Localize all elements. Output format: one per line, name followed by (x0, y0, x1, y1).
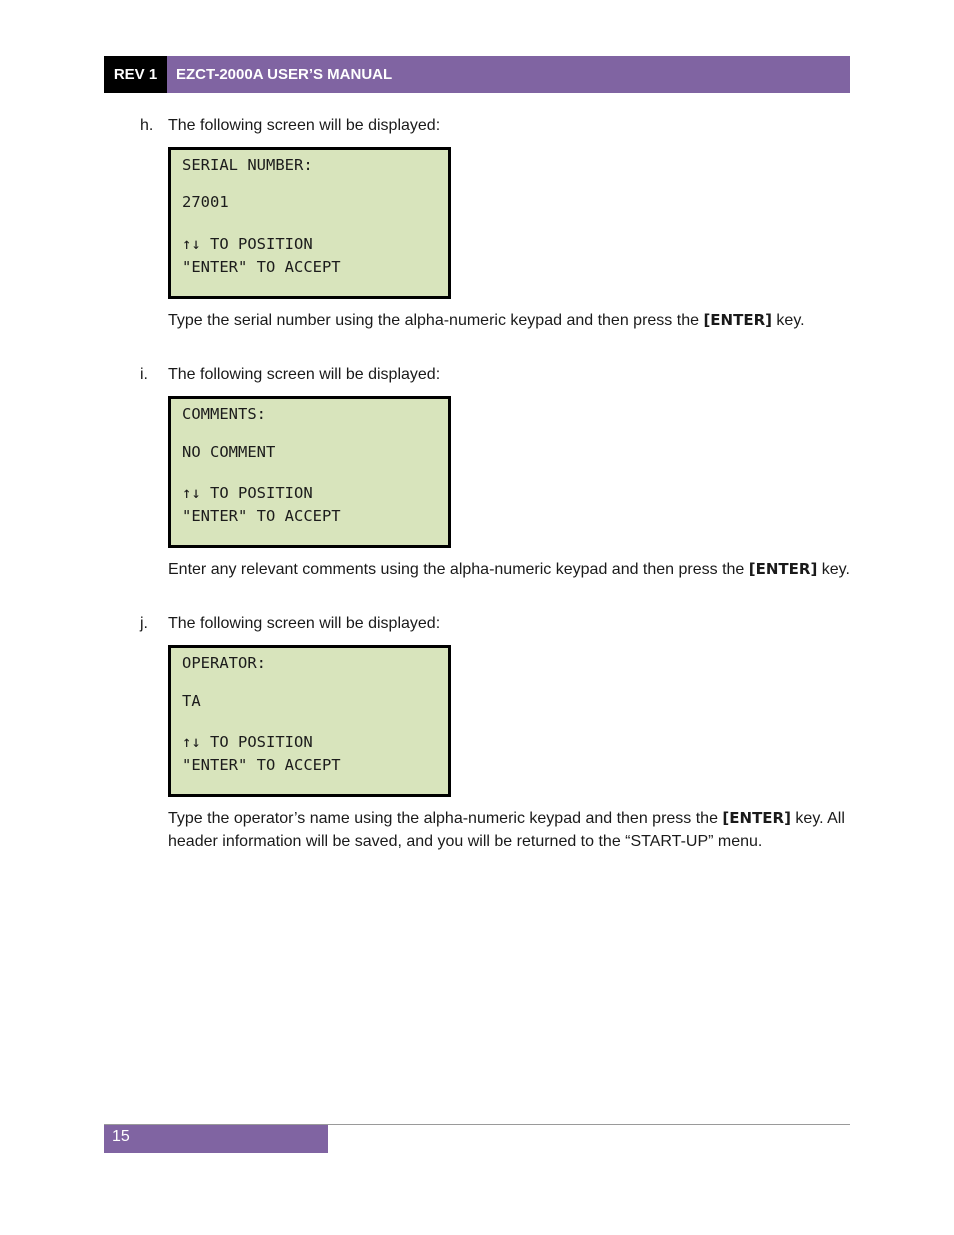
lcd-line-accept-hint: "ENTER" TO ACCEPT (182, 258, 341, 276)
lcd-line-value: TA (182, 692, 201, 710)
instruction-text: Type the serial number using the alpha-numeric keypad and then press the (168, 312, 704, 329)
instruction-text-end: key. (771, 312, 805, 329)
enter-key-label: [ENTER] (703, 311, 772, 329)
enter-key-label: [ENTER] (722, 809, 791, 827)
step-intro: The following screen will be displayed: (168, 366, 441, 383)
page-number: 15 (104, 1125, 328, 1153)
lcd-line-accept-hint: "ENTER" TO ACCEPT (182, 756, 341, 774)
step-instruction (168, 309, 850, 332)
lcd-line-prompt: SERIAL NUMBER: (182, 156, 313, 174)
instruction-text-end: key. All header information will be saved, and you will be returned to the “START-UP” menu. (168, 810, 845, 850)
manual-title: EZCT-2000A USER’S MANUAL (167, 56, 850, 93)
instruction-text: Enter any relevant comments using the alpha-numeric keypad and then press the (168, 561, 749, 578)
lcd-line-value: NO COMMENT (182, 443, 276, 461)
step-intro: The following screen will be displayed: (168, 117, 441, 134)
enter-key-label: [ENTER] (748, 560, 818, 578)
lcd-line-accept-hint: "ENTER" TO ACCEPT (182, 507, 341, 525)
lcd-line-position-hint: ↑↓ TO POSITION (182, 484, 313, 502)
lcd-line-prompt: OPERATOR: (182, 654, 266, 672)
lcd-screen-comments (168, 396, 451, 548)
step-instruction (168, 558, 850, 581)
lcd-screen-operator (168, 645, 451, 797)
lcd-line-position-hint: ↑↓ TO POSITION (182, 733, 313, 751)
step-letter: h. (140, 117, 154, 134)
step-instruction (168, 807, 850, 853)
revision-label: REV 1 (104, 56, 167, 93)
lcd-line-value: 27001 (182, 193, 229, 211)
lcd-line-prompt: COMMENTS: (182, 405, 266, 423)
step-letter: i. (140, 366, 148, 383)
lcd-line-position-hint: ↑↓ TO POSITION (182, 235, 313, 253)
instruction-text-end: key. (817, 561, 850, 578)
instruction-text: Type the operator’s name using the alpha-numeric keypad and then press the (168, 810, 723, 827)
lcd-screen-serial-number (168, 147, 451, 299)
step-letter: j. (140, 615, 148, 632)
step-intro: The following screen will be displayed: (168, 615, 441, 632)
